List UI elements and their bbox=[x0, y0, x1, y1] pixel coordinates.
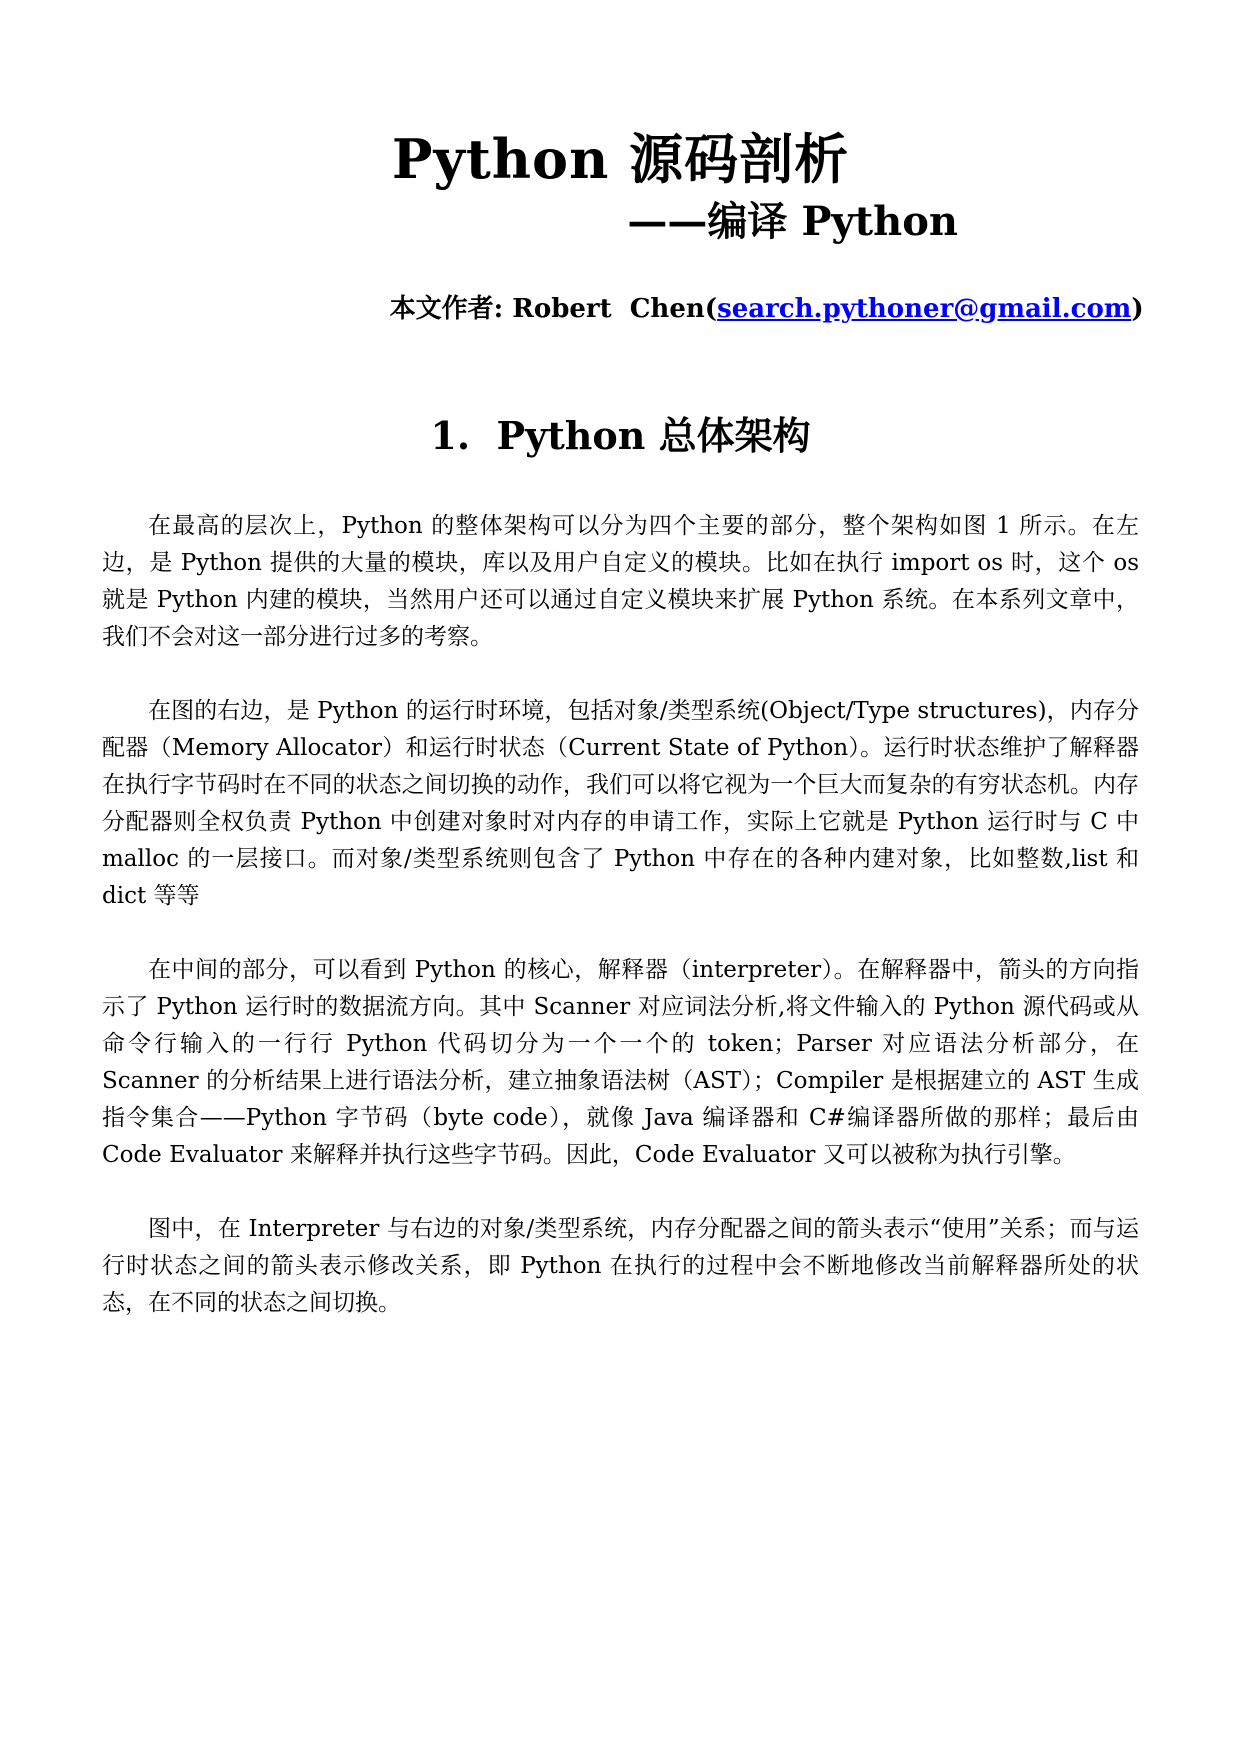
page-title: Python 源码剖析 bbox=[391, 127, 850, 191]
paragraph-runtime-environment: 在图的右边，是 Python 的运行时环境，包括对象/类型系统(Object/Type structures)，内存分配器（Memory Allocator）和运行时状态（Current State of Python）。运行时状态维护了解释器在执行字节码时在不同的状态之间切换的动作，我们可以将它视为一个巨大而复杂的有穷状态机。内存分配器则全权负责 Python 中创建对象时对内存的申请工作，实际上它就是 Python 运行时与 C 中 malloc 的一层接口。而对象/类型系统则包含了 Python 中存在的各种内建对象，比如整数,list 和 dict 等等 bbox=[102, 698, 1139, 910]
page-subtitle: ——编译 Python bbox=[627, 198, 958, 246]
author-line bbox=[128, 258, 1241, 355]
paragraph-interpreter-core: 在中间的部分，可以看到 Python 的核心，解释器（interpreter）。在解释器中，箭头的方向指示了 Python 运行时的数据流方向。其中 Scanner 对应词法分析,将文件输入的 Python 源代码或从命令行输入的一行行 Python 代码切分为一个一个的 token；Parser 对应语法分析部分，在 Scanner 的分析结果上进行语法分析，建立抽象语法树（AST）；Compiler 是根据建立的 AST 生成指令集合——Python 字节码（byte code），就像 Java 编译器和 C#编译器所做的那样；最后由 Code Evaluator 来解释并执行这些字节码。因此，Code Evaluator 又可以被称为执行引擎。 bbox=[102, 957, 1139, 1169]
paragraph-overview: 在最高的层次上，Python 的整体架构可以分为四个主要的部分，整个架构如图 1 所示。在左边，是 Python 提供的大量的模块，库以及用户自定义的模块。比如在执行 import os 时，这个 os 就是 Python 内建的模块，当然用户还可以通过自定义模块来扩展 Python 系统。在本系列文章中，我们不会对这一部分进行过多的考察。 bbox=[102, 513, 1139, 651]
author-suffix: ) bbox=[1131, 294, 1144, 325]
section-heading: 1. Python 总体架构 bbox=[430, 413, 811, 459]
document-body bbox=[0, 508, 1241, 1322]
paragraph-arrow-relations: 图中，在 Interpreter 与右边的对象/类型系统，内存分配器之间的箭头表示“使用”关系；而与运行时状态之间的箭头表示修改关系，即 Python 在执行的过程中会不断地修改当前解释器所处的状态，在不同的状态之间切换。 bbox=[102, 1216, 1139, 1317]
author-prefix: 本文作者: Robert Chen( bbox=[389, 294, 718, 325]
author-email-link[interactable]: search.pythoner@gmail.com bbox=[717, 294, 1132, 325]
